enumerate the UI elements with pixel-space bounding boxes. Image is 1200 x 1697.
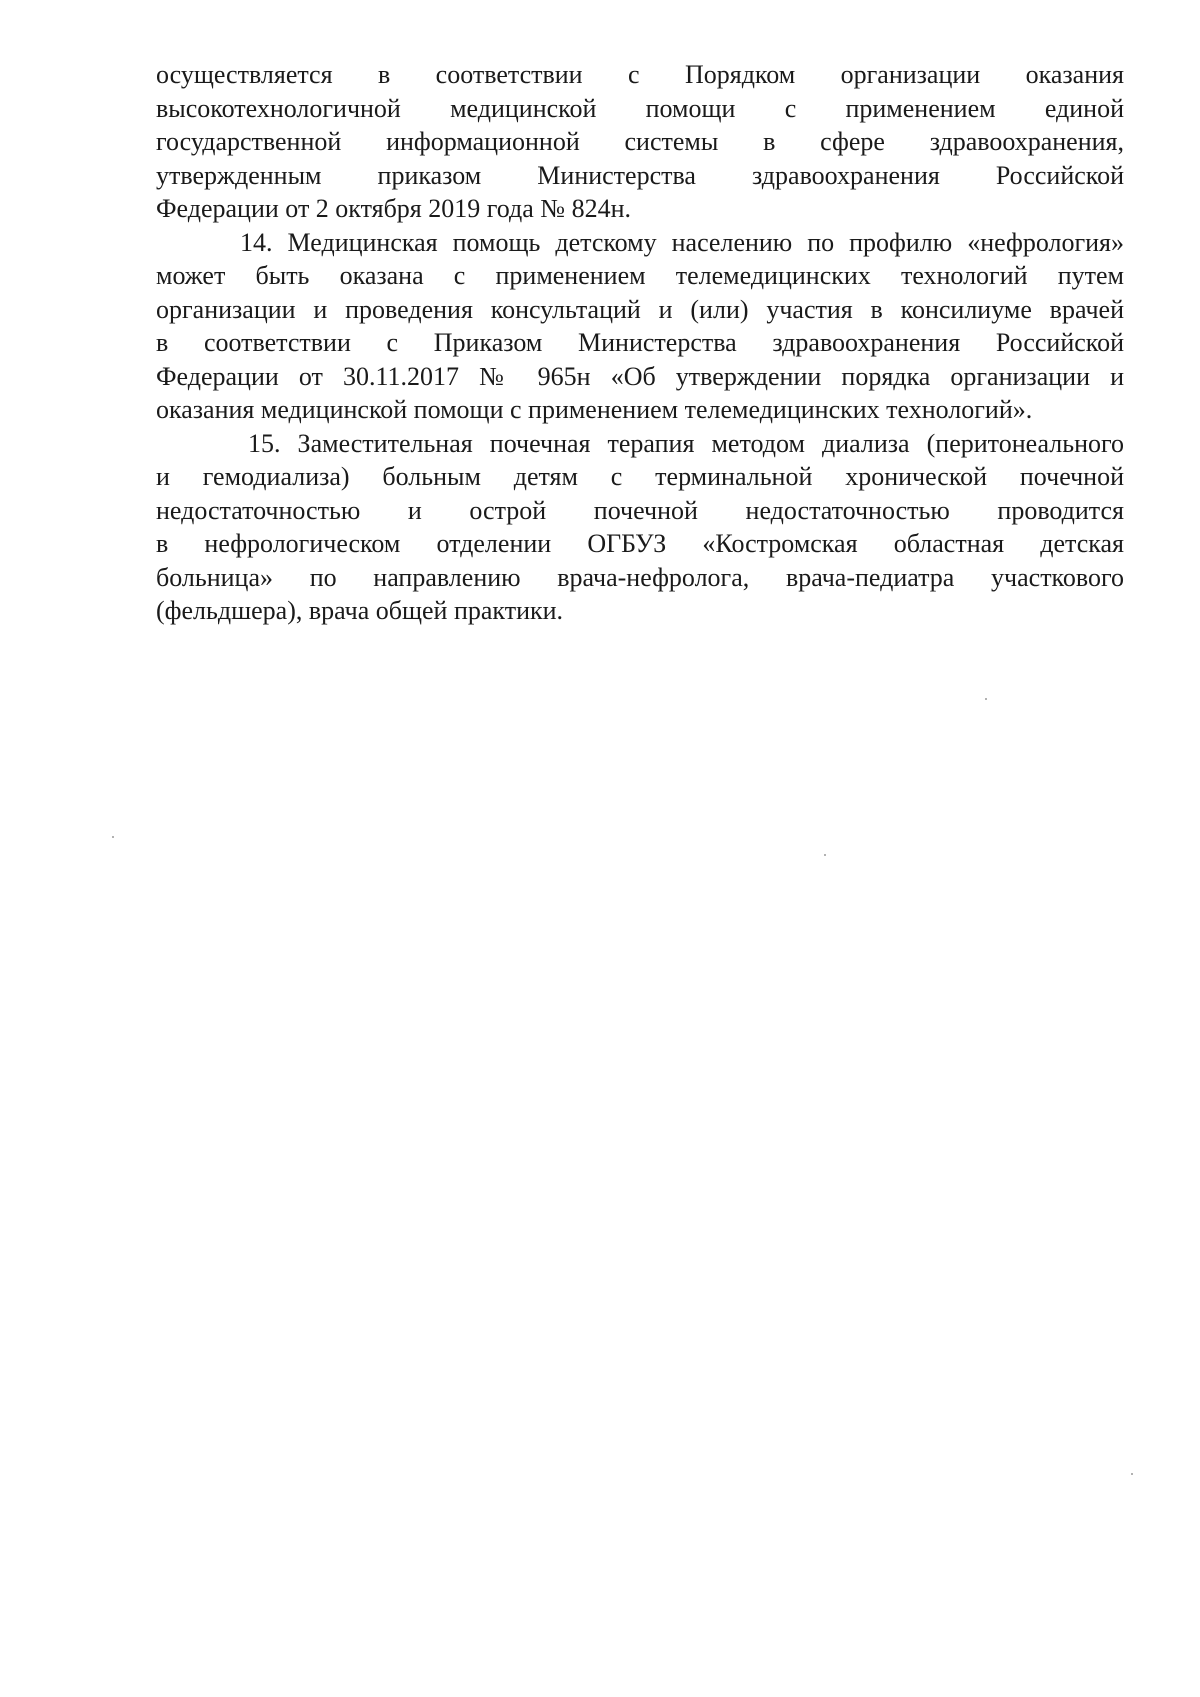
- text-line: 15. Заместительная почечная терапия методом диализа (перитонеального: [248, 428, 1124, 458]
- text-line: Федерации от 30.11.2017 № 965н «Об утверждении порядка организации и: [156, 361, 1124, 391]
- paragraph-15: [156, 427, 1124, 628]
- text-line: больница» по направлению врача-нефролога, врача-педиатра участкового: [156, 562, 1124, 592]
- text-line: осуществляется в соответствии с Порядком организации оказания: [156, 60, 1124, 89]
- text-line: может быть оказана с применением телемедицинских технологий путем: [156, 261, 1124, 290]
- text-line: в соответствии с Приказом Министерства здравоохранения Российской: [156, 328, 1124, 357]
- text-line: государственной информационной системы в сфере здравоохранения,: [156, 127, 1124, 156]
- scan-speck: [112, 836, 114, 838]
- text-line: (фельдшера), врача общей практики.: [156, 596, 564, 625]
- text-line: 14. Медицинская помощь детскому населению по профилю «нефрология»: [240, 227, 1124, 257]
- text-line: в нефрологическом отделении ОГБУЗ «Костромская областная детская: [156, 529, 1124, 558]
- document-body: [156, 58, 1124, 628]
- text-line: утвержденным приказом Министерства здравоохранения Российской: [156, 160, 1124, 190]
- text-line: и гемодиализа) больным детям с терминальной хронической почечной: [156, 462, 1124, 491]
- text-line: высокотехнологичной медицинской помощи с применением единой: [156, 93, 1124, 123]
- text-line: недостаточностью и острой почечной недостаточностью проводится: [156, 495, 1124, 525]
- scan-speck: [824, 854, 826, 856]
- text-line: организации и проведения консультаций и (или) участия в консилиуме врачей: [156, 294, 1124, 324]
- text-line: Федерации от 2 октября 2019 года № 824н.: [156, 194, 632, 223]
- paragraph-14: [156, 226, 1124, 427]
- scan-speck: [985, 698, 987, 700]
- text-line: оказания медицинской помощи с применением телемедицинских технологий».: [156, 395, 1033, 424]
- paragraph-13-continuation: [156, 58, 1124, 226]
- scan-speck: [1131, 1473, 1133, 1475]
